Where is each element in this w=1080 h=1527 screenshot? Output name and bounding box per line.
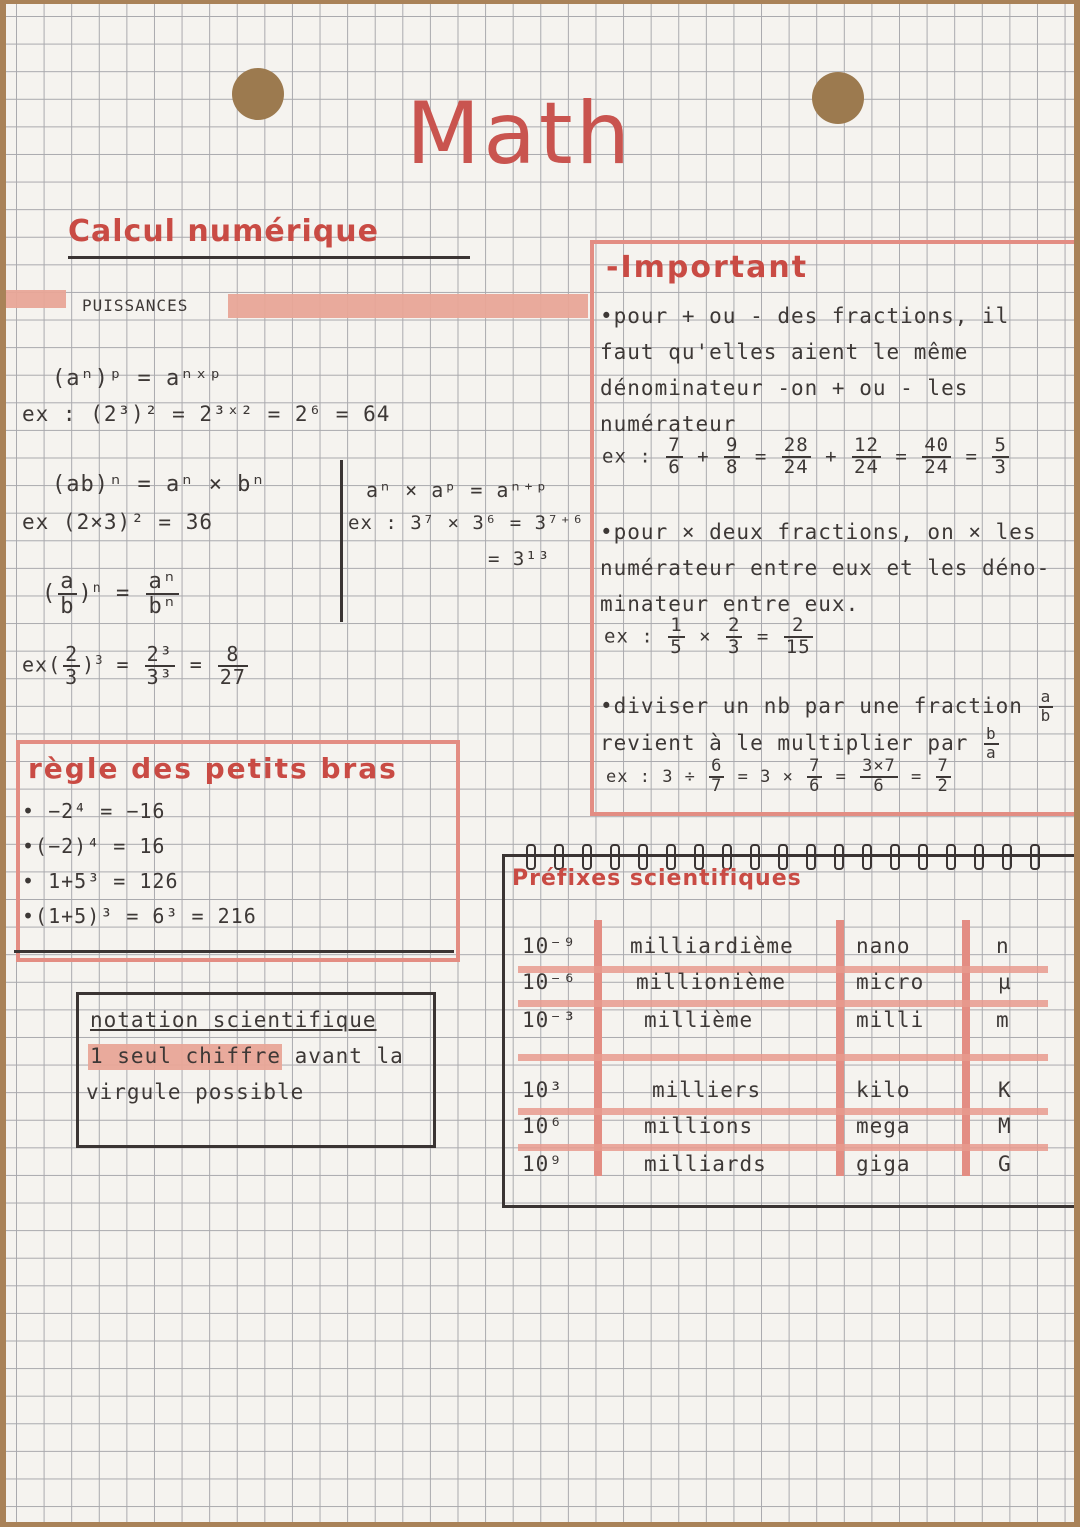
spiral-ring: [1002, 844, 1012, 870]
notation-title: notation scientifique: [90, 1008, 377, 1032]
spiral-ring: [862, 844, 872, 870]
rule-list: [22, 794, 257, 934]
column-divider: [340, 460, 343, 622]
table-rule: [518, 1054, 1048, 1061]
important-title: -Important: [606, 250, 809, 285]
page-title: Math: [406, 84, 634, 184]
table-rule: [518, 1108, 1048, 1115]
table-divider: [594, 920, 602, 1176]
list-item: •(1+5)³ = 6³ = 216: [22, 904, 257, 928]
notation-line: 1 seul chiffre avant la: [90, 1044, 404, 1068]
important-paragraph: •pour + ou - des fractions, il faut qu'elles aient le même dénominateur -on + ou - les numérateur: [600, 304, 1010, 436]
spiral-ring: [1030, 844, 1040, 870]
spiral-ring: [806, 844, 816, 870]
important-example: ex : $\frac{7}{6}$ + $\frac{9}{8}$ = $\frac{28}{24}$ + $\frac{12}{24}$ = $\frac{40}{24}$ = $\frac{5}{3}$: [602, 434, 1007, 478]
notation-line: virgule possible: [86, 1080, 305, 1104]
important-paragraph: •pour × deux fractions, on × les numérateur entre eux et les déno- minateur entre eux.: [600, 520, 1051, 616]
spiral-ring: [974, 844, 984, 870]
binder-hole: [232, 68, 284, 120]
list-item: • 1+5³ = 126: [22, 869, 179, 893]
section-title-underline: [68, 256, 470, 259]
rule-example: ex : (2³)² = 2³ˣ² = 2⁶ = 64: [22, 402, 391, 426]
puissances-label: PUISSANCES: [82, 296, 189, 315]
rule-formula: ( $\frac{a}{b}$ )$^n$ = $\frac{\text{aⁿ}}{\text{bⁿ}}$: [42, 569, 177, 620]
prefix-box: [502, 854, 1074, 1208]
list-item: •(−2)⁴ = 16: [22, 834, 166, 858]
binder-hole: [812, 72, 864, 124]
highlight-bar: [228, 294, 588, 318]
table-rule: [518, 1144, 1048, 1151]
important-paragraph: •diviser un nb par une fraction $\frac{a}{b}$ revient à le multiplier par $\frac{b}{a}$: [600, 687, 1052, 762]
table-rule: [518, 1000, 1048, 1007]
rule-example-result: = 3¹³: [488, 548, 551, 570]
prefix-title: Préfixes scientifiques: [512, 866, 802, 891]
section-title: Calcul numérique: [68, 214, 379, 249]
list-item: • −2⁴ = −16: [22, 799, 166, 823]
rule-example: ex : 3⁷ × 3⁶ = 3⁷⁺⁶: [348, 512, 585, 534]
highlight-bar: [6, 290, 66, 308]
spiral-ring: [946, 844, 956, 870]
important-example: ex : $\frac{1}{5}$ × $\frac{2}{3}$ = $\frac{2}{15}$: [604, 614, 811, 658]
table-divider: [836, 920, 844, 1176]
spiral-ring: [890, 844, 900, 870]
rule-example: ex (2×3)² = 36: [22, 510, 214, 534]
table-divider: [962, 920, 970, 1176]
rule-box-underline: [14, 950, 454, 953]
rule-example: ex( $\frac{2}{3}$ )$^3$ = $\frac{\text{2³}}{\text{3³}}$ = $\frac{8}{27}$: [22, 642, 246, 689]
rule-formula: aⁿ × aᵖ = aⁿ⁺ᵖ: [366, 478, 549, 502]
spiral-ring: [834, 844, 844, 870]
rule-formula: (ab)ⁿ = aⁿ × bⁿ: [52, 472, 266, 497]
rule-title: règle des petits bras: [28, 752, 398, 785]
spiral-ring: [918, 844, 928, 870]
notebook-page: Math Calcul numérique PUISSANCES (aⁿ)ᵖ = aⁿˣᵖ ex : (2³)² = 2³ˣ² = 2⁶ = 64 (ab)ⁿ = aⁿ × bⁿ ex (2×3)² = 36 ( $\frac{a}{b}$ )$^n$ = $\frac{\text{aⁿ}}{\text{bⁿ}}$ ex( $\frac{2}{3}$ )$^3$ = $\frac{\text{2³}}{\text{3³}}$ = $\frac{8}{27}$ aⁿ × aᵖ = aⁿ⁺ᵖ ex : 3⁷ × 3⁶ = 3⁷⁺⁶ = 3¹³ -Important •pour + ou - des fractions, il faut qu'elles aient le même dénominateur -on + ou - les numérateur ex : $\frac{7}{6}$ + $\frac{9}{8}$ = $\frac{28}{24}$ + $\frac{12}{24}$ = $\frac{40}{24}$ = $\frac{5}{3}$ •pour × deux fractions, on × les numérateur entre eux et les déno- minateur entre eux. ex : $\frac{1}{5}$ × $\frac{2}{3}$ = $\frac{2}{15}$ •diviser un nb par une fraction $\frac{a}{b}$ revient à le multiplier par $\frac{b}{a}$ ex : 3 ÷ $\frac{6}{7}$ = 3 × $\frac{7}{6}$ = $\frac{3\times 7}{6}$ = $\frac{7}{2}$ règle des petits bras • −2⁴ = −16 •(−2)⁴ = 16 • 1+5³ = 126 •(1+5)³ = 6³ = 216 notation scientifique 1 seul chiffre avant la virgule possible Préfixes scientifiques 10⁻⁹ milliardième nano n 10⁻⁶ millionième micro µ 10⁻³ millième milli m 10³ milliers kilo K 10⁶ millions mega M 10⁹ milliards giga G: [6, 4, 1074, 1522]
rule-formula: (aⁿ)ᵖ = aⁿˣᵖ: [52, 366, 223, 391]
important-example: ex : 3 ÷ $\frac{6}{7}$ = 3 × $\frac{7}{6}$ = $\frac{3\times 7}{6}$ = $\frac{7}{2}$: [606, 756, 949, 796]
